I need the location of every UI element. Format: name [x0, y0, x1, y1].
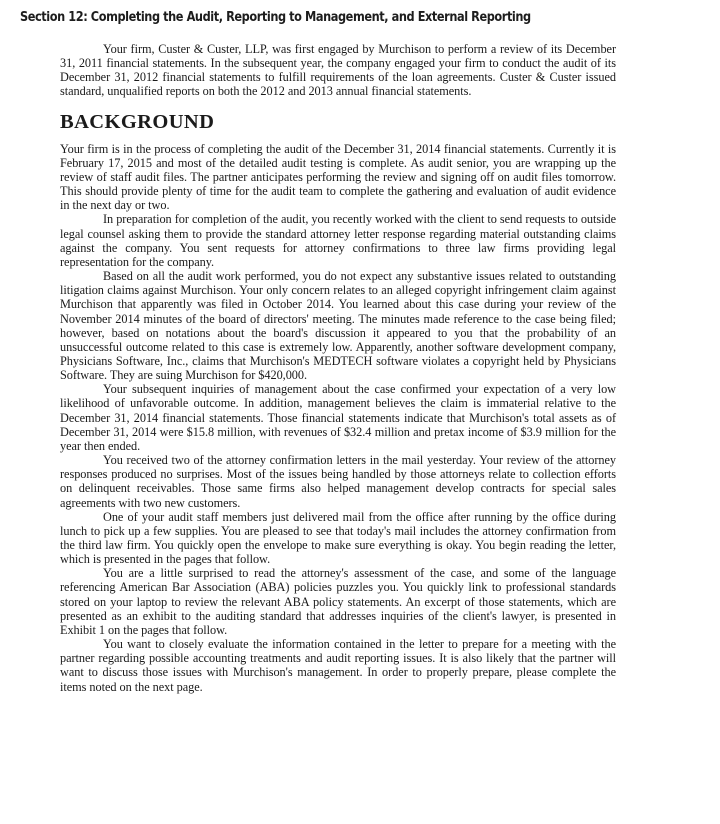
paragraph-2: In preparation for completion of the audit, you recently worked with the client to send requests to outside legal counsel asking them to provide the standard attorney letter response regarding material outstanding claims against the company. You sent requests for attorney confirmations to three law firms providing legal representation for the company.: [60, 212, 616, 269]
paragraph-1: Your firm is in the process of completing the audit of the December 31, 2014 financial statements. Currently it is February 17, 2015 and most of the detailed audit testing is complete. As audit senior, you are wrapping up the review of staff audit files. The partner anticipates performing the review and signing off on audit files tomorrow. This should provide plenty of time for the audit team to complete the gathering and evaluation of audit evidence in the next day or two.: [60, 141, 616, 213]
section-header: Section 12: Completing the Audit, Reporting to Management, and External Reporting: [20, 10, 531, 25]
paragraph-4: Your subsequent inquiries of management about the case confirmed your expectation of a very low likelihood of unfavorable outcome. In addition, management believes the claim is immaterial relative to the December 31, 2014 financial statements. Those financial statements indicate that Murchison's total assets as of December 31, 2014 were $15.8 million, with revenues of $32.4 million and pretax income of $3.9 million for the year then ended.: [60, 382, 616, 453]
background-heading: BACKGROUND: [60, 110, 215, 133]
paragraph-7: You are a little surprised to read the attorney's assessment of the case, and some of the language referencing American Bar Association (ABA) policies puzzles you. You quickly link to professional standards stored on your laptop to review the relevant ABA policy statements. An excerpt of those statements, which are presented as an exhibit to the auditing standard that addresses inquiries of the client's lawyer, is presented in Exhibit 1 on the pages that follow.: [60, 566, 616, 637]
paragraph-5: You received two of the attorney confirmation letters in the mail yesterday. Your review of the attorney responses produced no surprises. Most of the issues being handled by those attorneys relate to collection efforts on delinquent receivables. Those same firms also helped management develop contracts for special sales agreements with two new customers.: [60, 453, 616, 510]
intro-paragraph: Your firm, Custer & Custer, LLP, was first engaged by Murchison to perform a review of its December 31, 2011 financial statements. In the subsequent year, the company engaged your firm to conduct the audit of its December 31, 2012 financial statements to fulfill requirements of the loan agreements. Custer & Custer issued standard, unqualified reports on both the 2012 and 2013 annual financial statements.: [60, 42, 616, 99]
paragraph-6: One of your audit staff members just delivered mail from the office after running by the office during lunch to pick up a few supplies. You are pleased to see that today's mail includes the attorney confirmation from the third law firm. You quickly open the envelope to make sure everything is okay. You begin reading the letter, which is presented in the pages that follow.: [60, 509, 616, 567]
intro-section: [60, 42, 616, 99]
background-body: [60, 142, 616, 694]
paragraph-3: Based on all the audit work performed, you do not expect any substantive issues related to outstanding litigation claims against Murchison. Your only concern relates to an alleged copyright infringement claim against Murchison that apparently was filed in October 2014. You learned about this case during your review of the November 2014 minutes of the board of directors' meeting. The minutes made reference to the case being filed; however, based on notations about the board's discussion it appeared to you that the probability of an unsuccessful outcome related to this case is extremely low. Apparently, another software development company, Physicians Software, Inc., claims that Murchison's MEDTECH software violates a copyright held by Physicians Software. They are suing Murchison for $420,000.: [60, 269, 616, 383]
paragraph-8: You want to closely evaluate the information contained in the letter to prepare for a meeting with the partner regarding possible accounting treatments and audit reporting issues. It is also likely that the partner will want to discuss those issues with Murchison's management. In order to properly prepare, please complete the items noted on the next page.: [60, 637, 616, 694]
